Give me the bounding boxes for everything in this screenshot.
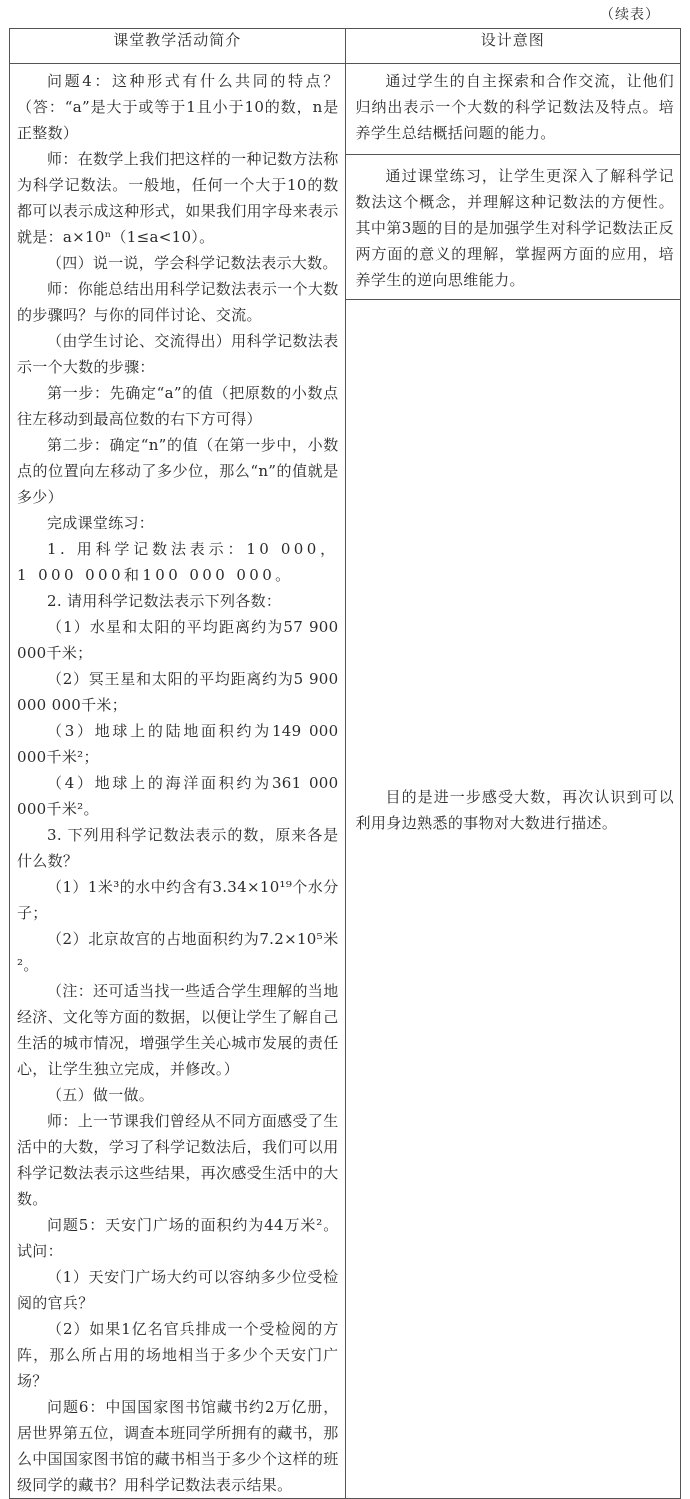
design-intent-cell xyxy=(345,64,681,1499)
paragraph: 1. 用科学记数法表示：10 000，1 000 000和100 000 000。 xyxy=(17,540,339,584)
paragraph: （五）做一做。 xyxy=(47,1086,155,1104)
paragraph: 第二步：确定“n”的值（在第一步中，小数点的位置向左移动了多少位，那么“n”的值就是多少） xyxy=(17,436,339,506)
paragraph: 师：上一节课我们曾经从不同方面感受了生活中的大数，学习了科学记数法后，我们可以用科学记数法表示这些结果，再次感受生活中的大数。 xyxy=(17,1112,339,1208)
paragraph: （1）天安门广场大约可以容纳多少位受检阅的官兵？ xyxy=(17,1268,339,1312)
paragraph: 师：在数学上我们把这样的一种记数方法称为科学记数法。一般地，任何一个大于10的数都可以表示成这种形式，如果我们用字母来表示就是：a×10ⁿ（1≤a<10）。 xyxy=(17,150,339,246)
paragraph: （2）冥王星和太阳的平均距离约为5 900 000 000千米； xyxy=(17,670,339,714)
paragraph: （3）地球上的陆地面积约为149 000 000千米²； xyxy=(17,722,339,766)
paragraph: 完成课堂练习： xyxy=(47,514,155,532)
design-intent-block xyxy=(346,155,681,300)
paragraph: 通过课堂练习，让学生更深入了解科学记数法这个概念，并理解这种记数法的方便性。其中第3题的目的是加强学生对科学记数法正反两方面的意义的理解，掌握两方面的应用，培养学生的逆向思维能力。 xyxy=(355,167,674,289)
paragraph: 3. 下列用科学记数法表示的数，原来各是什么数？ xyxy=(17,826,339,870)
paragraph: 问题6：中国国家图书馆藏书约2万亿册，居世界第五位，调查本班同学所拥有的藏书，那么中国国家图书馆的藏书相当于多少个这样的班级同学的藏书？用科学记数法表示结果。 xyxy=(17,1398,339,1494)
paragraph: （2）北京故宫的占地面积约为7.2×10⁵米²。 xyxy=(17,930,339,974)
table-body-row xyxy=(10,64,681,1499)
continued-label: （续表） xyxy=(600,7,660,23)
paragraph: 2. 请用科学记数法表示下列各数： xyxy=(47,592,282,610)
activity-cell xyxy=(10,64,346,1499)
paragraph: （4）地球上的海洋面积约为361 000 000千米²。 xyxy=(17,774,339,818)
paragraph: 第一步：先确定“a”的值（把原数的小数点往左移动到最高位数的右下方可得） xyxy=(17,384,339,428)
paragraph: 师：你能总结出用科学记数法表示一个大数的步骤吗？与你的同伴讨论、交流。 xyxy=(17,280,339,324)
paragraph: （由学生讨论、交流得出）用科学记数法表示一个大数的步骤： xyxy=(17,332,339,376)
table-header-row xyxy=(10,29,681,64)
paragraph: （1）水星和太阳的平均距离约为57 900 000千米； xyxy=(17,618,339,662)
design-intent-block xyxy=(346,68,681,155)
paragraph: （四）说一说，学会科学记数法表示大数。 xyxy=(47,254,338,272)
header-activity: 课堂教学活动简介 xyxy=(10,29,346,64)
paragraph: （2）如果1亿名官兵排成一个受检阅的方阵，那么所占用的场地相当于多少个天安门广场？ xyxy=(17,1320,339,1390)
lesson-plan-table xyxy=(9,28,681,1499)
paragraph: 目的是进一步感受大数，再次认识到可以利用身边熟悉的事物对大数进行描述。 xyxy=(355,788,674,832)
paragraph: 问题5：天安门广场的面积约为44万米²。试问： xyxy=(17,1216,339,1260)
header-design-intent: 设计意图 xyxy=(345,29,681,64)
paragraph: 通过学生的自主探索和合作交流，让他们归纳出表示一个大数的科学记数法及特点。培养学生总结概括问题的能力。 xyxy=(355,72,674,142)
paragraph: （1）1米³的水中约含有3.34×10¹⁹个水分子； xyxy=(17,878,339,922)
paragraph: 问题4：这种形式有什么共同的特点？（答：“a”是大于或等于1且小于10的数，n是正整数） xyxy=(17,72,339,142)
paragraph: （注：还可适当找一些适合学生理解的当地经济、文化等方面的数据，以便让学生了解自己生活的城市情况，增强学生关心城市发展的责任心，让学生独立完成，并修改。） xyxy=(17,982,339,1078)
design-intent-block xyxy=(346,784,681,836)
